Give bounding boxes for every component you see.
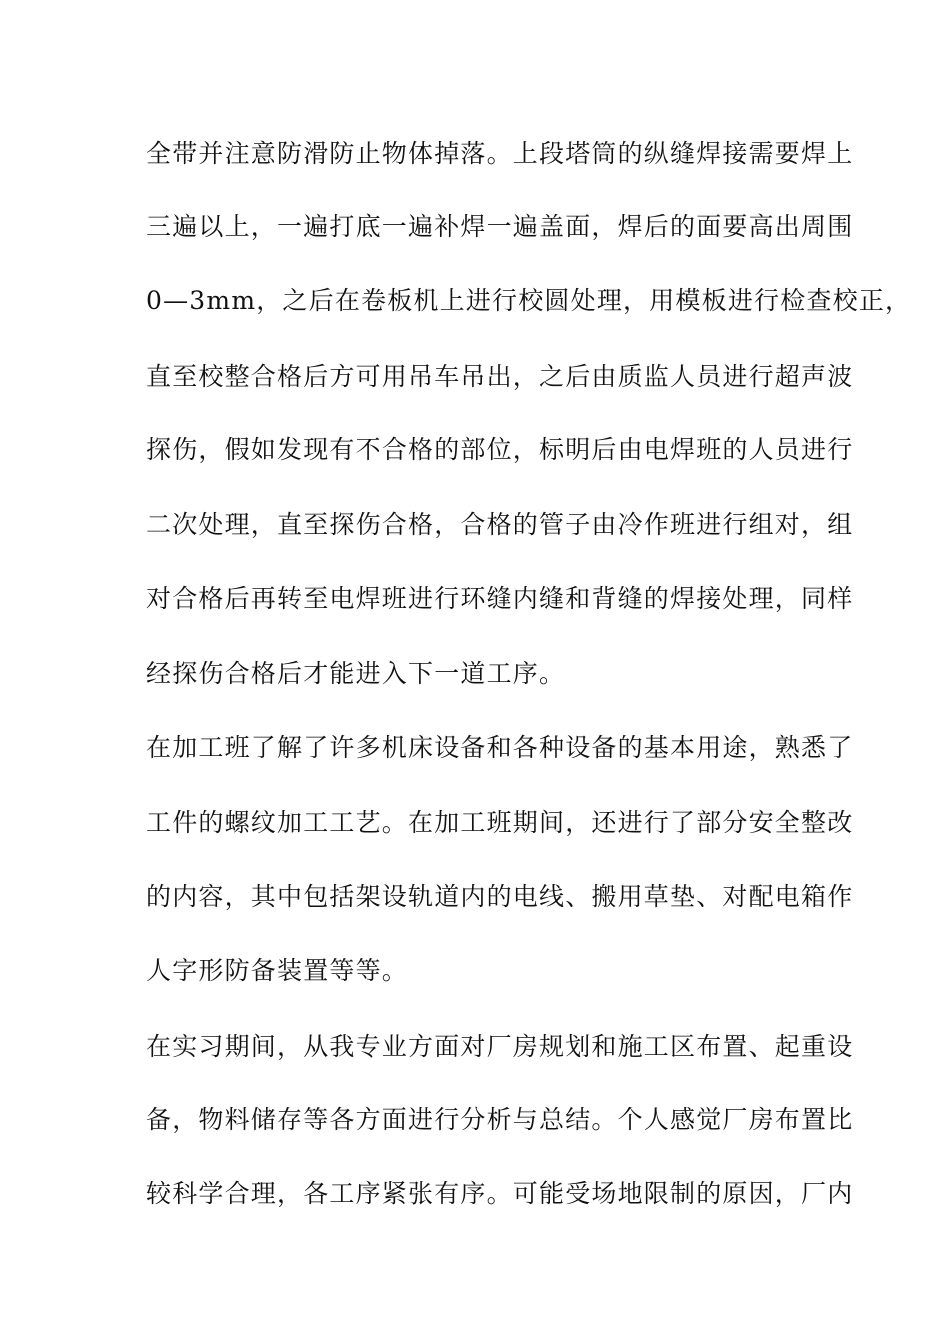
text-line: 在加工班了解了许多机床设备和各种设备的基本用途，熟悉了 [146,733,854,762]
text-line: 经探伤合格后才能进入下一道工序。 [146,659,566,688]
text-line: 在实习期间，从我专业方面对厂房规划和施工区布置、起重设 [146,1032,854,1061]
text-line: 工件的螺纹加工工艺。在加工班期间，还进行了部分安全整改 [146,808,854,837]
text-line: 人字形防备装置等等。 [146,956,409,985]
text-line: 对合格后再转至电焊班进行环缝内缝和背缝的焊接处理，同样 [146,584,854,613]
text-line: 探伤，假如发现有不合格的部位，标明后由电焊班的人员进行 [146,435,854,464]
text-line: 的内容，其中包括架设轨道内的电线、搬用草垫、对配电箱作 [146,882,854,911]
text-line: 三遍以上，一遍打底一遍补焊一遍盖面，焊后的面要高出周围 [146,212,854,241]
text-line: 0—3mm，之后在卷板机上进行校圆处理，用模板进行检查校正， [146,286,912,315]
text-line: 较科学合理，各工序紧张有序。可能受场地限制的原因，厂内 [146,1179,854,1208]
text-line: 备，物料储存等各方面进行分析与总结。个人感觉厂房布置比 [146,1105,854,1134]
text-line: 全带并注意防滑防止物体掉落。上段塔筒的纵缝焊接需要焊上 [146,139,854,168]
text-line: 二次处理，直至探伤合格，合格的管子由冷作班进行组对，组 [146,510,854,539]
text-line: 直至校整合格后方可用吊车吊出，之后由质监人员进行超声波 [146,362,854,391]
